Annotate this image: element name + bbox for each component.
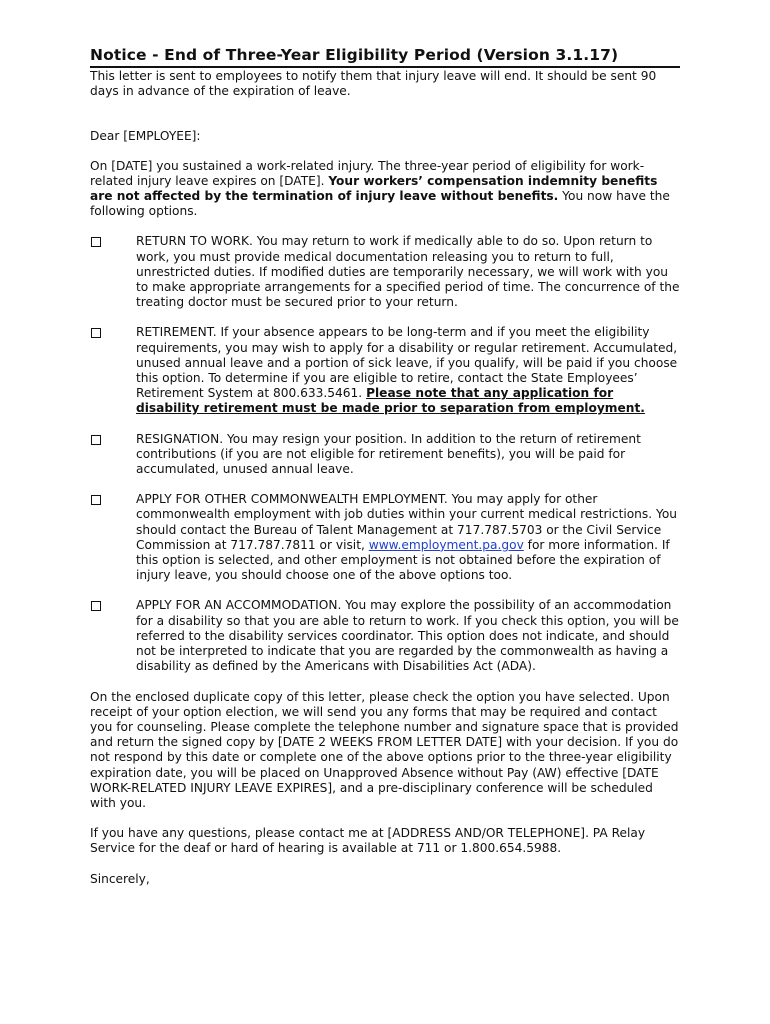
retirement-checkbox[interactable] (91, 328, 101, 338)
option-resignation (90, 432, 680, 478)
option-return-to-work (90, 234, 680, 310)
option-text (136, 492, 680, 583)
option-text: RESIGNATION. You may resign your position. In addition to the return of retirement contributions (if you are not eligible for retirement benefits), you will be paid for accumulated, unused annual leave. (136, 431, 641, 477)
opening-text-b: You now have the following options. (90, 189, 670, 219)
other-employment-checkbox[interactable] (91, 495, 101, 505)
employment-website-link[interactable]: www.employment.pa.gov (368, 537, 524, 552)
option-other-employment (90, 492, 680, 583)
retirement-underlined-note: Please note that any application for disability retirement must be made prior to separation from employment. (136, 386, 645, 416)
retirement-text: RETIREMENT. If your absence appears to be long-term and if you meet the eligibility requirements, you may wish to apply for a disability or regular retirement. Accumulated, unused annual leave and a portion of sick leave, if you qualify, will be paid if you choose this option. To determine if you are eligible to retire, contact the State Employees’ Retirement System at 800.633.5461. (136, 325, 678, 401)
questions-paragraph: If you have any questions, please contact me at [ADDRESS AND/OR TELEPHONE]. PA Relay Service for the deaf or hard of hearing is available at 711 or 1.800.654.5988. (90, 826, 646, 856)
sign-off: Sincerely, (90, 871, 150, 886)
letter-page (90, 46, 680, 887)
intro-note: This letter is sent to employees to notify them that injury leave will end. It should be sent 90 days in advance of the expiration of leave. (90, 69, 657, 99)
opening-text-a: On [DATE] you sustained a work-related injury. The three-year period of eligibility for work-related injury leave expires on [DATE]. (90, 158, 645, 188)
closing-paragraph: On the enclosed duplicate copy of this letter, please check the option you have selected. Upon receipt of your option election, we will send you any forms that may be required and contact you for counseling. Please complete the telephone number and signature space that is provided and return the signed copy by [DATE 2 WEEKS FROM LETTER DATE] with your decision. If you do not respond by this date or complete one of the above options prior to the three-year eligibility expiration date, you will be placed on Unapproved Absence without Pay (AW) effective [DATE WORK-RELATED INJURY LEAVE EXPIRES], and a pre-disciplinary conference will be scheduled with you. (90, 689, 679, 810)
accommodation-checkbox[interactable] (91, 601, 101, 611)
document-title: Notice - End of Three-Year Eligibility Period (Version 3.1.17) (90, 46, 680, 68)
option-text: APPLY FOR AN ACCOMMODATION. You may explore the possibility of an accommodation for a disability so that you are able to return to work. If you check this option, you will be referred to the disability services coordinator. This option does not indicate, and should not be interpreted to indicate that you are regarded by the commonwealth as having a disability as defined by the Americans with Disabilities Act (ADA). (136, 598, 679, 674)
resignation-checkbox[interactable] (91, 435, 101, 445)
opening-paragraph (90, 159, 680, 220)
other-employment-text-b: for more information. If this option is selected, and other employment is not obtained before the expiration of injury leave, you should choose one of the above options too. (136, 537, 670, 583)
option-text: RETURN TO WORK. You may return to work if medically able to do so. Upon return to work, you must provide medical documentation releasing you to return to full, unrestricted duties. If modified duties are temporarily necessary, we will work with you to make appropriate arrangements for a specified period of time. The concurrence of the treating doctor must be secured prior to your return. (136, 234, 680, 310)
other-employment-text-a: APPLY FOR OTHER COMMONWEALTH EMPLOYMENT. You may apply for other commonwealth employment with job duties within your current medical restrictions. You should contact the Bureau of Talent Management at 717.787.5703 or the Civil Service Commission at 717.787.7811 or visit, (136, 492, 678, 552)
option-text (136, 325, 680, 416)
option-retirement (90, 325, 680, 416)
opening-bold-statement: Your workers’ compensation indemnity benefits are not affected by the termination of injury leave without benefits. (90, 173, 658, 204)
option-accommodation (90, 598, 680, 674)
return-to-work-checkbox[interactable] (91, 237, 101, 247)
salutation: Dear [EMPLOYEE]: (90, 129, 201, 144)
